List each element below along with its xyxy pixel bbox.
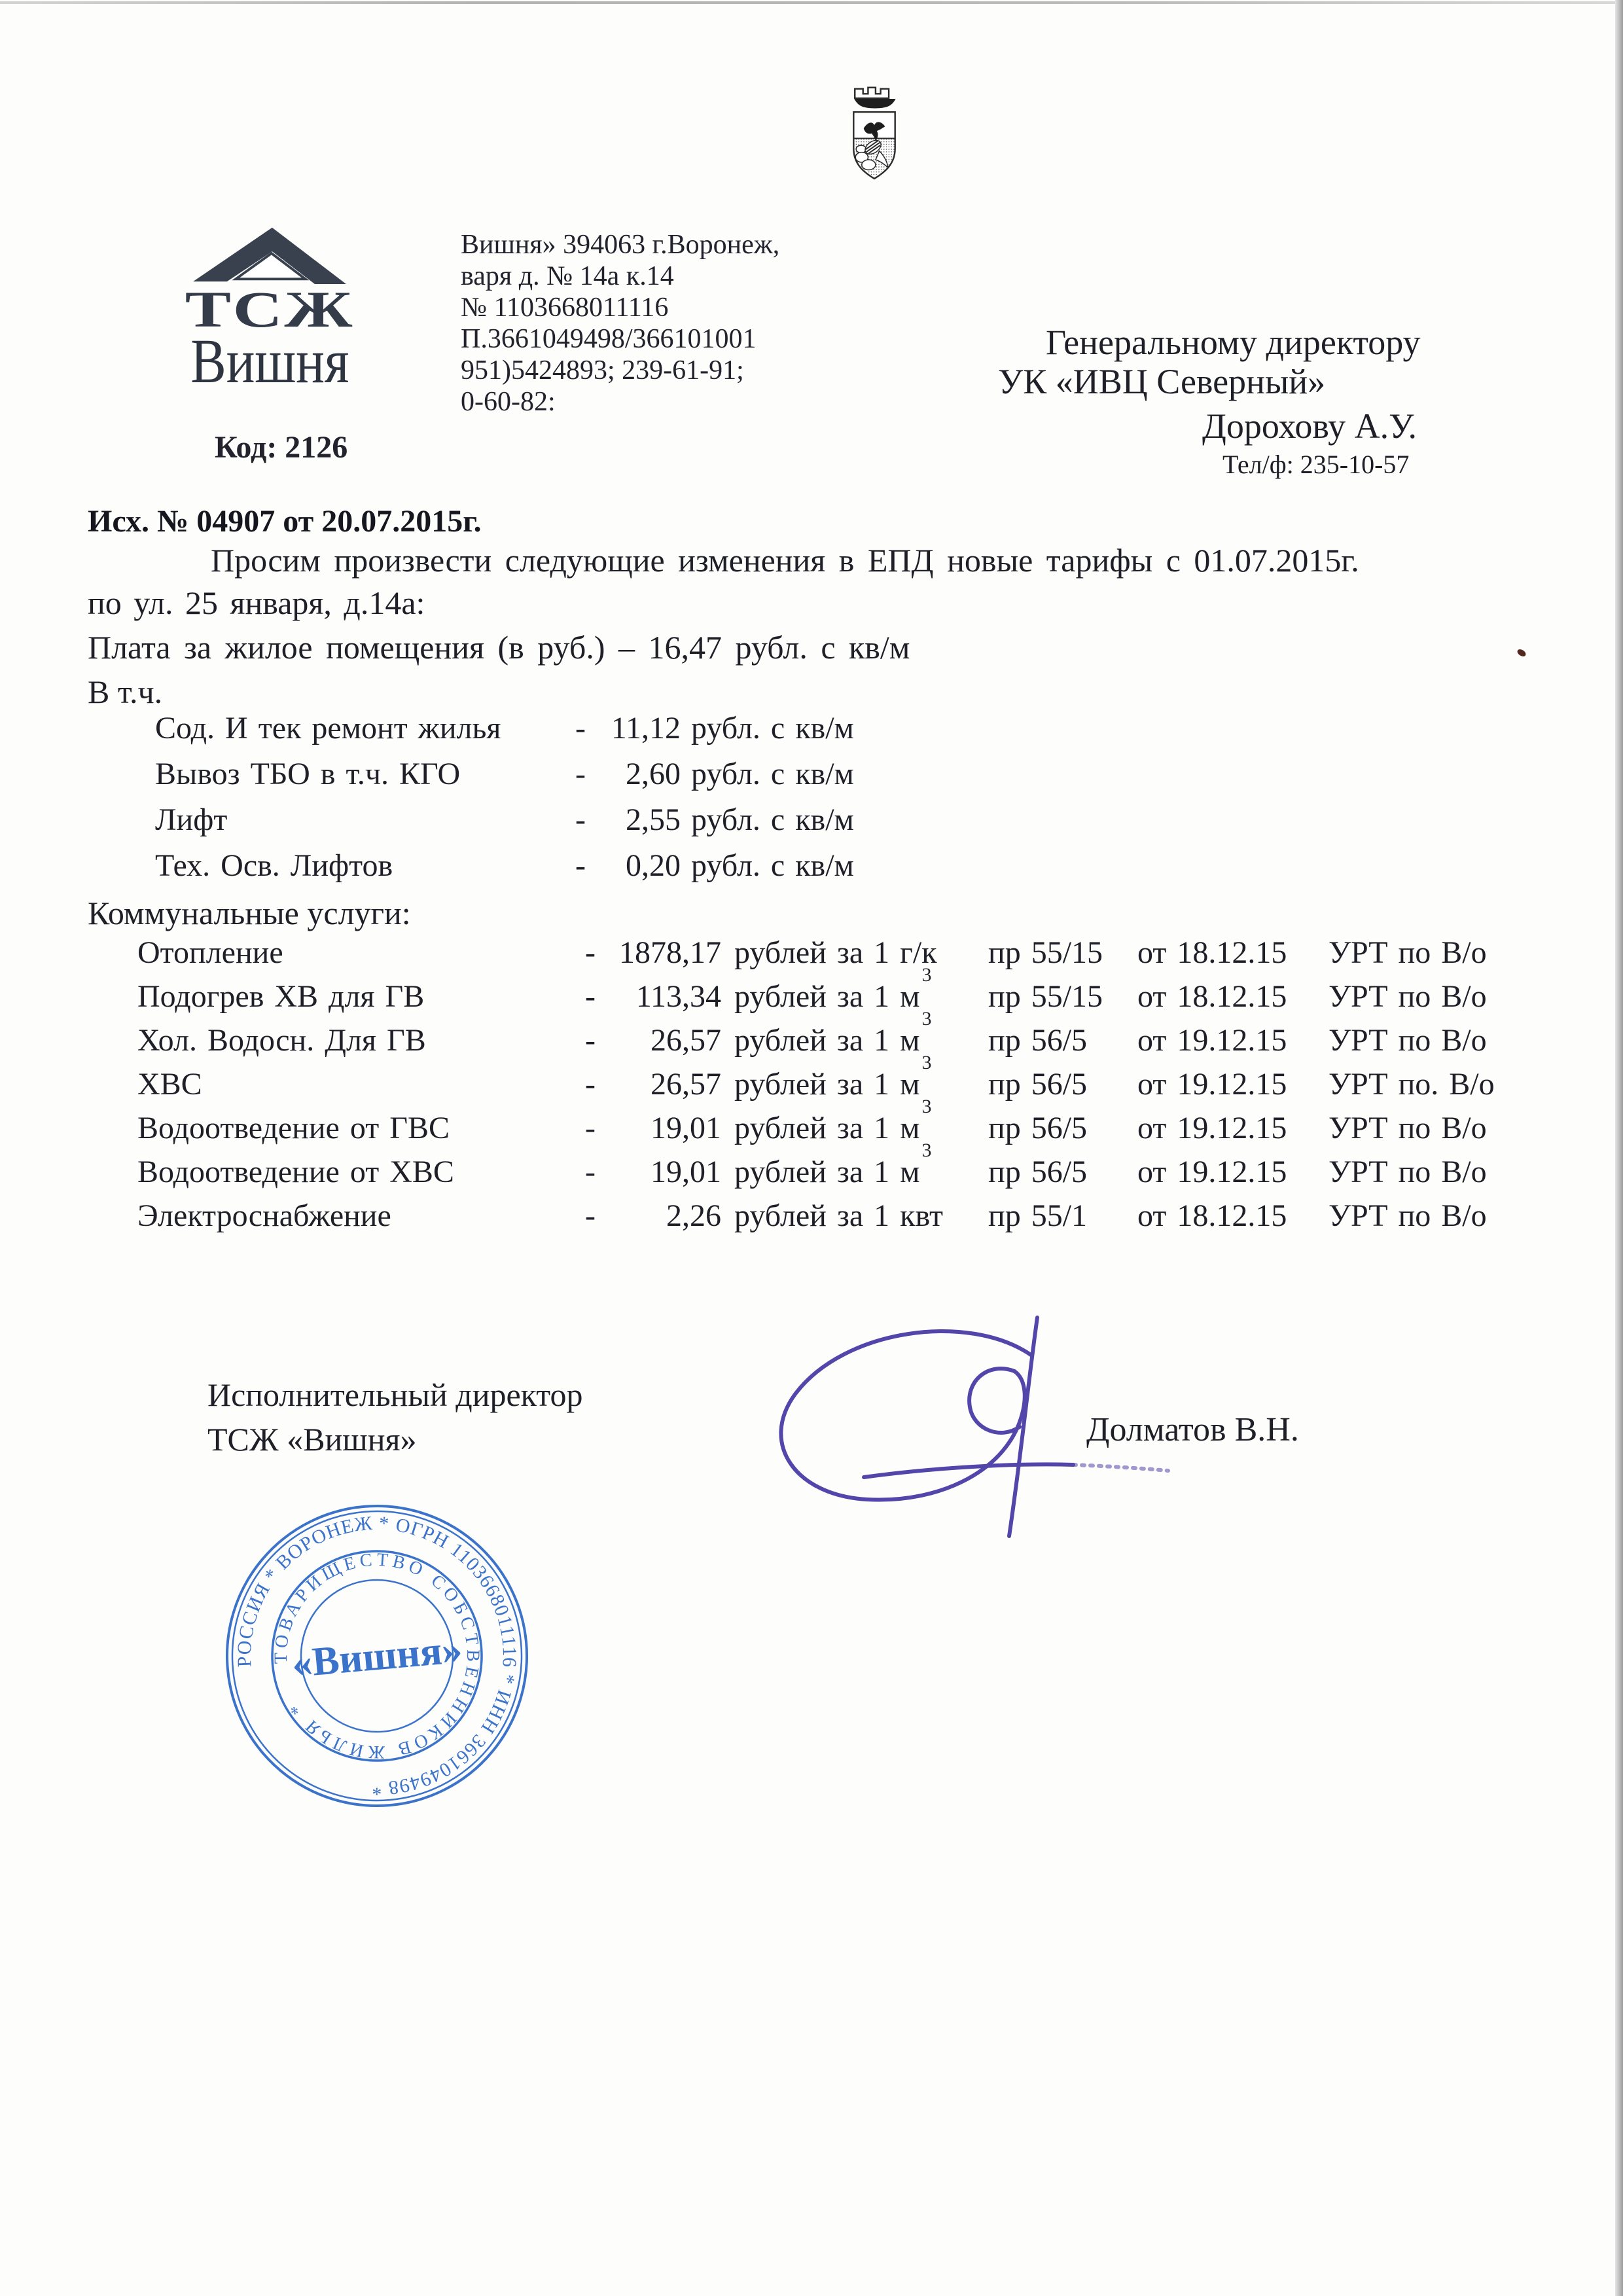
tariff-unit [721,1052,983,1102]
tszh-roof-logo-icon [187,224,352,284]
tariff-date: от 18.12.15 [1137,979,1287,1014]
org-code-label: Код: 2126 [215,430,348,465]
tariff-value: 2,26 [666,1198,721,1233]
tariff-unit [721,964,983,1014]
including-label: В т.ч. [88,673,163,710]
address-line: № 1103668011116 [461,293,669,323]
stamp-center-text: «Вишня» [290,1626,464,1687]
utility-tariff-row [137,1008,1487,1058]
tariff-label: ХВС [137,1067,202,1102]
tariff-order: пр 56/5 [988,1155,1088,1189]
tariff-dash: - [585,1023,596,1058]
utility-tariff-row [137,964,1487,1014]
housing-tariff-row [155,710,854,746]
housing-tariff-row [155,802,854,838]
tariff-dash: - [575,711,586,745]
tariff-dash: - [585,1067,596,1102]
signer-title-line1: Исполнительный директор [207,1376,583,1413]
recipient-title: Генеральному директору [1046,323,1421,362]
tariff-date: от 19.12.15 [1137,1155,1287,1189]
tariff-label: Водоотведение от ГВС [137,1111,450,1145]
tariff-label: Тех. Осв. Лифтов [155,848,393,883]
body-paragraph-2: по ул. 25 января, д.14а: [88,584,425,621]
recipient-phone: Тел/ф: 235-10-57 [1222,450,1410,479]
recipient-person: Дорохову А.У. [1202,406,1418,446]
tariff-dash: - [585,935,596,970]
tariff-unit [721,1008,983,1058]
tariff-unit [721,1198,983,1234]
outgoing-ref-line: Исх. № 04907 от 20.07.2015г. [88,504,482,539]
unit-text: рублей за 1 м [734,1155,920,1189]
tariff-unit [721,1096,983,1146]
tariff-authority: УРТ по В/о [1329,1198,1487,1233]
tariff-unit: рубл. с кв/м [691,711,854,745]
tariff-unit: рубл. с кв/м [691,848,854,883]
unit-text: рублей за 1 м [734,1111,920,1145]
tariff-value: 11,12 [611,711,681,745]
tariff-date: от 18.12.15 [1137,1198,1287,1233]
stamp-outer-text: РОССИЯ * ВОРОНЕЖ * ОГРН 1103668011116 * ИНН 3661049498 * [233,1512,521,1800]
stamp-inner-text: ТОВАРИЩЕСТВО СОБСТВЕННИКОВ ЖИЛЬЯ * [270,1549,484,1763]
utility-tariff-row [137,1052,1495,1102]
utility-tariff-row [137,1198,1487,1234]
tariff-dash: - [575,802,586,837]
housing-tariff-row [155,848,854,884]
handwritten-signature [733,1306,1191,1554]
tariff-label: Водоотведение от ХВС [137,1155,454,1189]
address-line: 951)5424893; 239-61-91; [461,355,744,386]
unit-superscript: 3 [921,1139,932,1161]
tariff-value: 26,57 [651,1067,721,1102]
tariff-label: Подогрев ХВ для ГВ [137,979,425,1014]
tariff-label: Электроснабжение [137,1198,391,1233]
tariff-value: 19,01 [651,1111,721,1145]
tariff-order: пр 56/5 [988,1023,1088,1058]
housing-tariff-row [155,756,854,792]
unit-superscript: 3 [921,1008,932,1030]
address-line: варя д. № 14а к.14 [461,261,674,291]
utility-tariff-row [137,935,1487,971]
tariff-value: 1878,17 [619,935,721,970]
tariff-date: от 19.12.15 [1137,1111,1287,1145]
address-line: Вишня» 394063 г.Воронеж, [461,230,780,260]
tariff-unit [721,935,983,971]
unit-text: рублей за 1 м [734,1023,920,1058]
org-name-label: Вишня [190,326,349,396]
tariff-label: Вывоз ТБО в т.ч. КГО [155,757,461,791]
tariff-label: Хол. Водосн. Для ГВ [137,1023,426,1058]
tariff-authority: УРТ по. В/о [1329,1067,1495,1102]
address-line: П.3661049498/366101001 [461,324,757,354]
tariff-unit [721,1139,983,1190]
round-stamp [209,1488,544,1823]
payment-line: Плата за жилое помещения (в руб.) – 16,47 рубл. с кв/м [88,629,910,666]
unit-superscript: 3 [921,1052,932,1073]
utility-tariff-row [137,1139,1487,1190]
utility-tariff-row [137,1096,1487,1146]
tariff-label: Лифт [155,802,228,837]
tariff-authority: УРТ по В/о [1329,1111,1487,1145]
sender-address-block [461,229,779,418]
tariff-label: Отопление [137,935,283,970]
unit-superscript: 3 [921,1096,932,1117]
utilities-heading: Коммунальные услуги: [88,895,411,931]
tariff-value: 0,20 [626,848,681,883]
voronezh-coat-of-arms-icon [843,76,906,186]
tariff-authority: УРТ по В/о [1329,935,1487,970]
tariff-order: пр 56/5 [988,1111,1088,1145]
unit-text: рублей за 1 квт [734,1198,943,1233]
tariff-order: пр 56/5 [988,1067,1088,1102]
tariff-authority: УРТ по В/о [1329,1023,1487,1058]
tariff-label: Сод. И тек ремонт жилья [155,711,501,745]
org-type-label: ТСЖ [185,281,355,338]
tariff-value: 26,57 [651,1023,721,1058]
signer-name: Долматов В.Н. [1086,1411,1299,1448]
tariff-date: от 19.12.15 [1137,1067,1287,1102]
tariff-dash: - [575,848,586,883]
tariff-dash: - [585,979,596,1014]
tariff-value: 2,55 [626,802,681,837]
body-paragraph-1: Просим произвести следующие изменения в ЕПД новые тарифы с 01.07.2015г. [211,542,1359,579]
unit-text: рублей за 1 м [734,979,920,1014]
tariff-unit: рубл. с кв/м [691,757,854,791]
tariff-order: пр 55/1 [988,1198,1088,1233]
unit-text: рублей за 1 г/к [734,935,937,970]
scan-top-edge-artifact [0,1,1623,4]
address-line: 0-60-82: [461,387,556,417]
tariff-value: 2,60 [626,757,681,791]
unit-superscript: 3 [921,964,932,986]
scan-right-edge-artifact [1615,0,1623,2296]
tariff-unit: рубл. с кв/м [691,802,854,837]
tariff-dash: - [585,1111,596,1145]
tariff-dash: - [585,1155,596,1189]
tariff-dash: - [575,757,586,791]
tariff-authority: УРТ по В/о [1329,1155,1487,1189]
tariff-value: 113,34 [635,979,721,1014]
recipient-company: УК «ИВЦ Северный» [998,362,1326,401]
tariff-value: 19,01 [651,1155,721,1189]
tariff-dash: - [585,1198,596,1233]
ink-speck-artifact [1516,648,1527,658]
signer-title-line2: ТСЖ «Вишня» [207,1421,417,1458]
tariff-date: от 19.12.15 [1137,1023,1287,1058]
tariff-order: пр 55/15 [988,979,1103,1014]
tariff-date: от 18.12.15 [1137,935,1287,970]
tariff-order: пр 55/15 [988,935,1103,970]
tariff-authority: УРТ по В/о [1329,979,1487,1014]
unit-text: рублей за 1 м [734,1067,920,1102]
